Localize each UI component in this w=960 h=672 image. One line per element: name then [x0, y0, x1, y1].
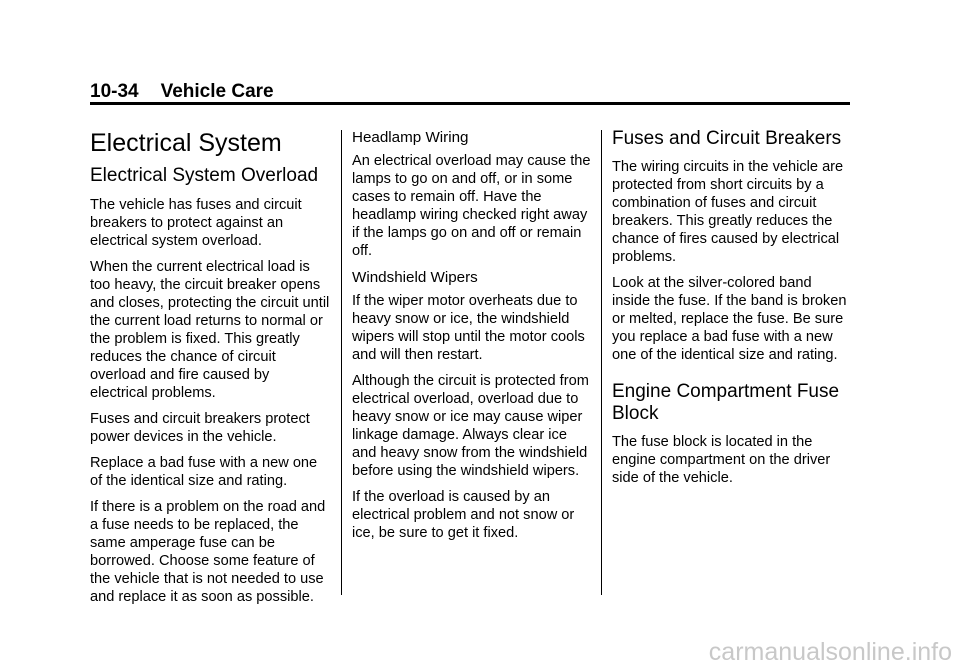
- paragraph: If the overload is caused by an electrical problem and not snow or ice, be sure to get it fixed.: [352, 489, 575, 541]
- paragraph: The vehicle has fuses and circuit breakers to protect against an electrical system overload.: [90, 197, 302, 249]
- page-header: [90, 80, 274, 104]
- paragraph: When the current electrical load is too heavy, the circuit breaker opens and closes, protecting the circuit until the current load returns to normal or the problem is fixed. This greatly reduces the chance of circuit overload and fire caused by electrical problems.: [90, 259, 330, 401]
- column-right: [612, 128, 852, 495]
- subtitle-electrical-overload: Electrical System Overload: [90, 165, 319, 186]
- column-middle: [352, 129, 592, 550]
- paragraph: Although the circuit is protected from electrical overload, overload due to heavy snow or ice may cause wiper linkage damage. Always clear ice and heavy snow from the windshield before using the windshield wipers.: [352, 373, 589, 479]
- column-left: [90, 128, 330, 614]
- section-title: Vehicle Care: [160, 81, 274, 102]
- paragraph: The wiring circuits in the vehicle are protected from short circuits by a combination of fuses and circuit breakers. This greatly reduces the chance of fires caused by electrical problems.: [612, 159, 844, 265]
- paragraph: If there is a problem on the road and a fuse needs to be replaced, the same amperage fuse can be borrowed. Choose some feature of the vehicle that is not needed to use and replace it as soon as possible.: [90, 499, 326, 605]
- paragraph: Look at the silver-colored band inside the fuse. If the band is broken or melted, replace the fuse. Be sure you replace a bad fuse with a new one of the identical size and rating.: [612, 275, 847, 363]
- paragraph: An electrical overload may cause the lamps to go on and off, or in some cases to remain off. Have the headlamp wiring checked right away if the lamps go on and off or remain off.: [352, 153, 591, 259]
- paragraph: If the wiper motor overheats due to heavy snow or ice, the windshield wipers will stop until the motor cools and will then restart.: [352, 293, 585, 363]
- column-divider: [601, 130, 602, 595]
- heading-fuses-circuit-breakers: Fuses and Circuit Breakers: [612, 128, 842, 149]
- paragraph: The fuse block is located in the engine compartment on the driver side of the vehicle.: [612, 434, 831, 486]
- watermark-text: carmanualsonline.info: [708, 638, 952, 666]
- paragraph: Replace a bad fuse with a new one of the identical size and rating.: [90, 455, 318, 489]
- main-title: Electrical System: [90, 129, 282, 157]
- heading-headlamp-wiring: Headlamp Wiring: [352, 129, 469, 146]
- heading-windshield-wipers: Windshield Wipers: [352, 269, 478, 286]
- page-number: 10-34: [90, 81, 139, 102]
- paragraph: Fuses and circuit breakers protect power devices in the vehicle.: [90, 411, 310, 445]
- column-divider: [341, 130, 342, 595]
- header-rule: [90, 102, 850, 105]
- heading-engine-fuse-block: Engine Compartment Fuse Block: [612, 381, 840, 424]
